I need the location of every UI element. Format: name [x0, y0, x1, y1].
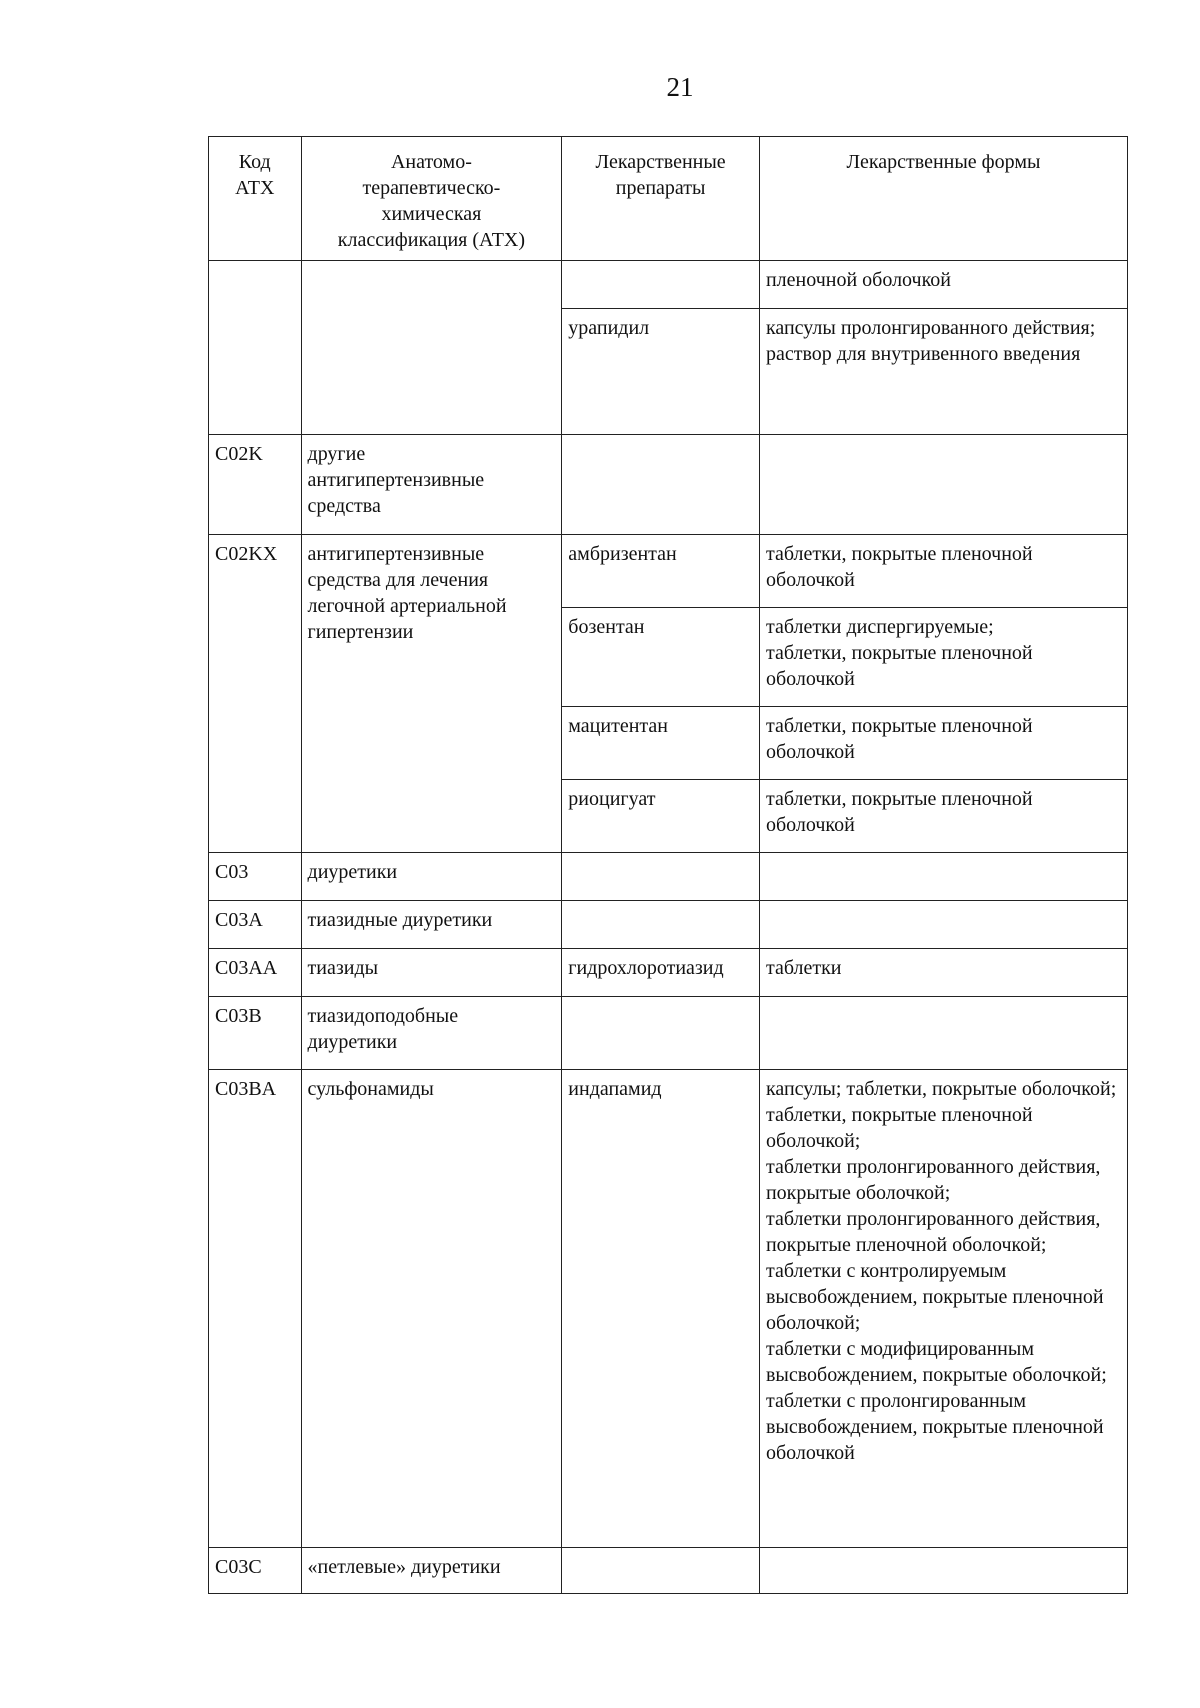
table-row [209, 261, 1128, 309]
cell-forms [759, 1548, 1127, 1594]
header-drugs: Лекарственные препараты [562, 137, 760, 261]
header-atc: Анатомо-терапевтическо-химическая классификация (АТХ) [301, 137, 562, 261]
cell-drug [562, 261, 760, 309]
table-header-row [209, 137, 1128, 261]
cell-drug: риоцигуат [562, 780, 760, 853]
cell-forms: таблетки диспергируемые; таблетки, покрытые пленочной оболочкой [759, 608, 1127, 707]
cell-forms [759, 435, 1127, 535]
cell-forms [759, 901, 1127, 949]
table-row [209, 853, 1128, 901]
cell-drug: урапидил [562, 309, 760, 435]
cell-code: C03BA [209, 1070, 302, 1548]
header-forms: Лекарственные формы [759, 137, 1127, 261]
page-number: 21 [666, 72, 694, 102]
table-row [209, 1070, 1128, 1548]
cell-atc: тиазиды [301, 949, 562, 997]
cell-drug [562, 1548, 760, 1594]
table-row [209, 435, 1128, 535]
cell-code: C02KX [209, 535, 302, 853]
atc-table [208, 136, 1128, 1594]
cell-forms: капсулы пролонгированного действия; раствор для внутривенного введения [759, 309, 1127, 435]
cell-atc: тиазидоподобные диуретики [301, 997, 562, 1070]
table-row [209, 997, 1128, 1070]
cell-atc: другие антигипертензивные средства [301, 435, 562, 535]
cell-drug [562, 901, 760, 949]
header-code: Код АТХ [209, 137, 302, 261]
cell-drug [562, 853, 760, 901]
cell-atc: сульфонамиды [301, 1070, 562, 1548]
table-row [209, 901, 1128, 949]
table-row [209, 949, 1128, 997]
cell-forms: капсулы; таблетки, покрытые оболочкой; таблетки, покрытые пленочной оболочкой; таблетки пролонгированного действия, покрытые оболочкой; таблетки пролонгированного действия, покрытые пленочной оболочкой; таблетки с контролируемым высвобождением, покрытые пленочной оболочкой; таблетки с модифицированным высвобождением, покрытые оболочкой; таблетки с пролонгированным высвобождением, покрытые пленочной оболочкой [759, 1070, 1127, 1548]
cell-forms [759, 853, 1127, 901]
cell-drug: мацитентан [562, 707, 760, 780]
cell-atc [301, 261, 562, 435]
cell-code [209, 261, 302, 435]
cell-forms: таблетки, покрытые пленочной оболочкой [759, 707, 1127, 780]
cell-forms: таблетки [759, 949, 1127, 997]
cell-atc: антигипертензивные средства для лечения легочной артериальной гипертензии [301, 535, 562, 853]
cell-forms: таблетки, покрытые пленочной оболочкой [759, 780, 1127, 853]
cell-drug [562, 435, 760, 535]
cell-code: C03A [209, 901, 302, 949]
cell-atc: «петлевые» диуретики [301, 1548, 562, 1594]
cell-code: C03B [209, 997, 302, 1070]
cell-atc: диуретики [301, 853, 562, 901]
table-row [209, 535, 1128, 608]
cell-code: C03 [209, 853, 302, 901]
cell-atc: тиазидные диуретики [301, 901, 562, 949]
table-row [209, 1548, 1128, 1594]
cell-drug [562, 997, 760, 1070]
cell-drug: индапамид [562, 1070, 760, 1548]
cell-forms: пленочной оболочкой [759, 261, 1127, 309]
cell-drug: амбризентан [562, 535, 760, 608]
cell-code: C02K [209, 435, 302, 535]
cell-code: C03C [209, 1548, 302, 1594]
cell-drug: бозентан [562, 608, 760, 707]
cell-forms: таблетки, покрытые пленочной оболочкой [759, 535, 1127, 608]
cell-drug: гидрохлоротиазид [562, 949, 760, 997]
cell-forms [759, 997, 1127, 1070]
cell-code: C03AA [209, 949, 302, 997]
